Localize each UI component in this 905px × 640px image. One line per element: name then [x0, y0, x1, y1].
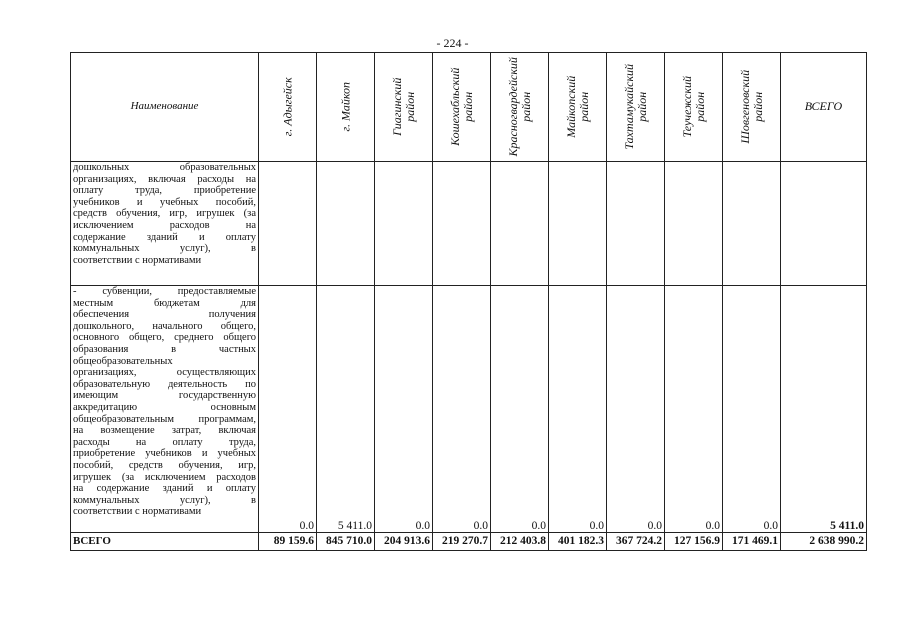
table-cell: 0.0	[549, 286, 607, 533]
table-cell: 5 411.0	[317, 286, 375, 533]
total-label: ВСЕГО	[71, 533, 259, 551]
header-column	[375, 53, 433, 162]
description-line: образования в частных	[73, 343, 256, 355]
header-column-line: район	[576, 91, 591, 122]
table-cell	[491, 162, 549, 286]
description-line: организациях, включая расходы на	[73, 173, 256, 185]
header-column-line: район	[518, 91, 533, 122]
table-cell	[549, 162, 607, 286]
total-cell: 171 469.1	[723, 533, 781, 551]
header-column-line: район	[460, 91, 475, 122]
table-cell: 0.0	[375, 286, 433, 533]
page-number: - 224 -	[436, 36, 469, 50]
row-total-cell: 5 411.0	[781, 286, 867, 533]
description-line: местным бюджетам для	[73, 297, 256, 309]
row-description	[71, 162, 259, 286]
description-line: на возмещение затрат, включая	[73, 425, 256, 437]
description-line: на содержание зданий и оплату	[73, 483, 256, 495]
header-column-line: Майкопский	[563, 75, 578, 138]
header-name: Наименование	[71, 53, 259, 162]
table-cell	[781, 162, 867, 286]
description-line: организациях, осуществляющих	[73, 367, 256, 379]
description-line: учебников и учебных пособий,	[73, 196, 256, 208]
table-cell	[259, 162, 317, 286]
header-column-line: район	[750, 91, 765, 122]
header-column	[723, 53, 781, 162]
table-cell	[317, 162, 375, 286]
header-column-line: Шовгеновский	[737, 69, 752, 144]
description-line: расходы на оплату труда,	[73, 436, 256, 448]
header-column-line: район	[692, 91, 707, 122]
description-line: общеобразовательных	[73, 355, 173, 367]
description-line: обеспечения получения	[73, 309, 256, 321]
header-column-line: район	[634, 91, 649, 122]
table-cell	[433, 162, 491, 286]
header-column-line: Красногвардейский	[505, 57, 520, 157]
header-column	[607, 53, 665, 162]
header-column	[317, 53, 375, 162]
table-cell	[607, 162, 665, 286]
description-line: соответствии с нормативами	[73, 506, 202, 518]
total-cell: 89 159.6	[259, 533, 317, 551]
header-column	[433, 53, 491, 162]
header-column-line: Теучежский	[679, 76, 694, 138]
table-cell: 0.0	[491, 286, 549, 533]
description-line: содержание зданий и оплату	[73, 231, 256, 243]
grand-total-cell: 2 638 990.2	[781, 533, 867, 551]
total-cell: 127 156.9	[665, 533, 723, 551]
description-line: общеобразовательным программам,	[73, 413, 256, 425]
description-line: имеющим государственную	[73, 390, 256, 402]
table-cell: 0.0	[433, 286, 491, 533]
total-cell: 845 710.0	[317, 533, 375, 551]
description-line: коммунальных услуг), в	[73, 243, 256, 255]
table-cell: 0.0	[259, 286, 317, 533]
header-column-line: Кошехабльский	[447, 67, 462, 146]
table-cell	[723, 162, 781, 286]
header-column	[259, 53, 317, 162]
header-column-line: район	[402, 91, 417, 122]
header-column	[549, 53, 607, 162]
description-line: игрушек (за исключением расходов	[73, 471, 256, 483]
total-cell: 204 913.6	[375, 533, 433, 551]
description-line: дошкольных образовательных	[73, 162, 256, 173]
description-line: основного общего, среднего общего	[73, 332, 256, 344]
row-description	[71, 286, 259, 533]
header-row	[71, 53, 867, 162]
description-line: образовательную деятельность по	[73, 378, 256, 390]
header-column	[665, 53, 723, 162]
description-line: - субвенции, предоставляемые	[73, 286, 256, 297]
description-line: оплату труда, приобретение	[73, 185, 256, 197]
table-cell: 0.0	[723, 286, 781, 533]
header-column	[491, 53, 549, 162]
description-line: средств обучения, игр, игрушек (за	[73, 208, 256, 220]
header-column-line: Тахтамукайский	[621, 63, 636, 150]
header-column-line: г. Майкоп	[338, 81, 352, 132]
table-cell	[665, 162, 723, 286]
description-line: исключением расходов на	[73, 219, 256, 231]
header-total: ВСЕГО	[781, 53, 867, 162]
table-cell: 0.0	[665, 286, 723, 533]
total-cell: 401 182.3	[549, 533, 607, 551]
description-line: пособий, средств обучения, игр,	[73, 459, 256, 471]
header-column-line: Гиагинский	[389, 77, 404, 136]
description-line: дошкольного, начального общего,	[73, 320, 256, 332]
description-line: аккредитацию основным	[73, 401, 256, 413]
total-cell: 219 270.7	[433, 533, 491, 551]
table-row	[71, 162, 867, 286]
header-column-line: г. Адыгейск	[280, 77, 294, 137]
total-cell: 212 403.8	[491, 533, 549, 551]
total-cell: 367 724.2	[607, 533, 665, 551]
table-cell: 0.0	[607, 286, 665, 533]
budget-table	[70, 52, 867, 551]
total-row	[71, 533, 867, 551]
description-line: соответствии с нормативами	[73, 254, 202, 266]
description-line: коммунальных услуг), в	[73, 494, 256, 506]
table-row	[71, 286, 867, 533]
table-cell	[375, 162, 433, 286]
description-line: приобретение учебников и учебных	[73, 448, 256, 460]
